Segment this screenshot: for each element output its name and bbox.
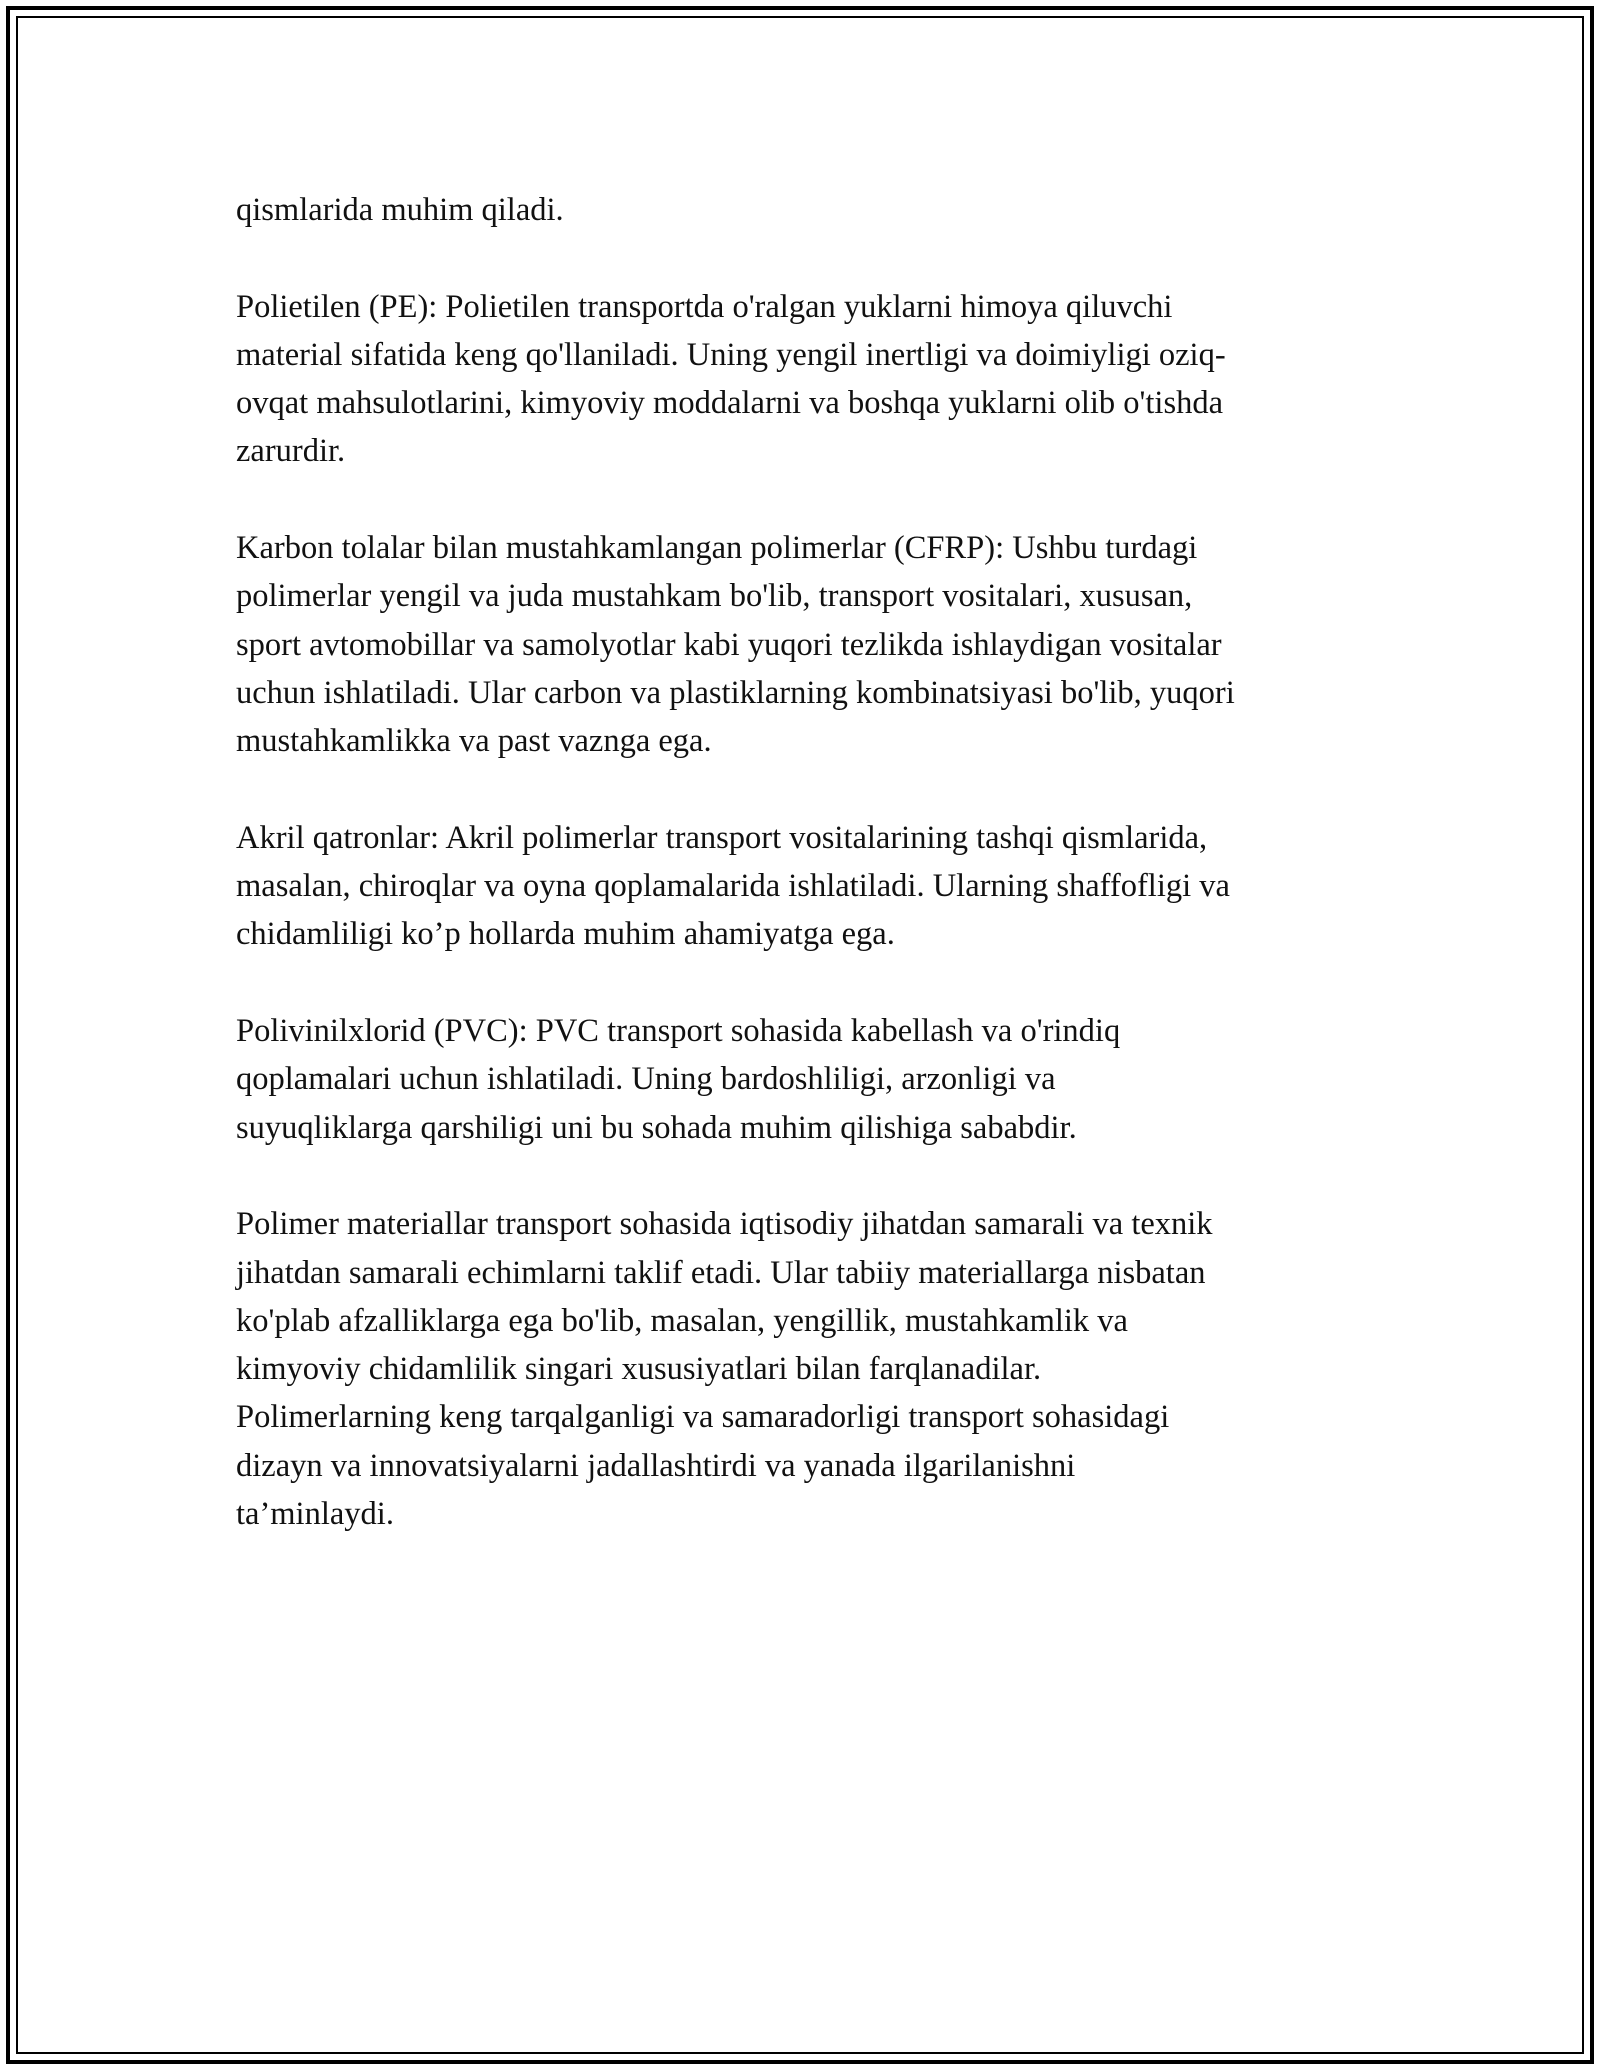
text-line: jihatdan samarali echimlarni taklif etadi. Ular tabiiy materiallarga nisbatan	[236, 1254, 1206, 1291]
text-line: dizayn va innovatsiyalarni jadallashtirdi va yanada ilgarilanishni	[236, 1447, 1076, 1484]
text-line: Polietilen (PE): Polietilen transportda o'ralgan yuklarni himoya qiluvchi	[236, 288, 1173, 325]
text-line: qismlarida muhim qiladi.	[236, 192, 564, 228]
text-line: Polimer materiallar transport sohasida iqtisodiy jihatdan samarali va texnik	[236, 1206, 1213, 1243]
text-line: sport avtomobillar va samolyotlar kabi yuqori tezlikda ishlaydigan vositalar	[236, 626, 1222, 663]
text-line: ovqat mahsulotlarini, kimyoviy moddalarni va boshqa yuklarni olib o'tishda	[236, 385, 1224, 422]
text-line: suyuqliklarga qarshiligi uni bu sohada muhim qilishiga sababdir.	[236, 1109, 1077, 1146]
text-line: kimyoviy chidamlilik singari xususiyatlari bilan farqlanadilar.	[236, 1351, 1042, 1388]
text-line: Karbon tolalar bilan mustahkamlangan polimerlar (CFRP): Ushbu turdagi	[236, 530, 1198, 567]
paragraph-cfrp	[236, 524, 1376, 765]
text-line: Polimerlarning keng tarqalganligi va samaradorligi transport sohasidagi	[236, 1399, 1170, 1436]
text-line: polimerlar yengil va juda mustahkam bo'lib, transport vositalari, xususan,	[236, 578, 1193, 615]
paragraph-polietilen	[236, 283, 1376, 476]
paragraph-akril	[236, 814, 1376, 959]
text-line: qoplamalari uchun ishlatiladi. Uning bardoshliligi, arzonligi va	[236, 1061, 1056, 1098]
paragraph-conclusion	[236, 1200, 1376, 1538]
text-line: material sifatida keng qo'llaniladi. Uning yengil inertligi va doimiyligi oziq-	[236, 336, 1226, 373]
paragraph-continuation	[236, 186, 1376, 234]
text-line: ta’minlaydi.	[236, 1496, 394, 1533]
paragraph-pvc	[236, 1007, 1376, 1152]
text-line: masalan, chiroqlar va oyna qoplamalarida ishlatiladi. Ularning shaffofligi va	[236, 868, 1230, 905]
text-line: mustahkamlikka va past vaznga ega.	[236, 723, 712, 760]
text-line: Polivinilxlorid (PVC): PVC transport sohasida kabellash va o'rindiq	[236, 1013, 1121, 1050]
text-line: Akril qatronlar: Akril polimerlar transport vositalarining tashqi qismlarida,	[236, 819, 1208, 856]
text-line: uchun ishlatiladi. Ular carbon va plastiklarning kombinatsiyasi bo'lib, yuqori	[236, 674, 1235, 711]
text-line: ko'plab afzalliklarga ega bo'lib, masalan, yengillik, mustahkamlik va	[236, 1302, 1128, 1339]
document-body	[236, 186, 1376, 1538]
text-line: chidamliligi ko’p hollarda muhim ahamiyatga ega.	[236, 916, 895, 953]
text-line: zarurdir.	[236, 433, 346, 470]
